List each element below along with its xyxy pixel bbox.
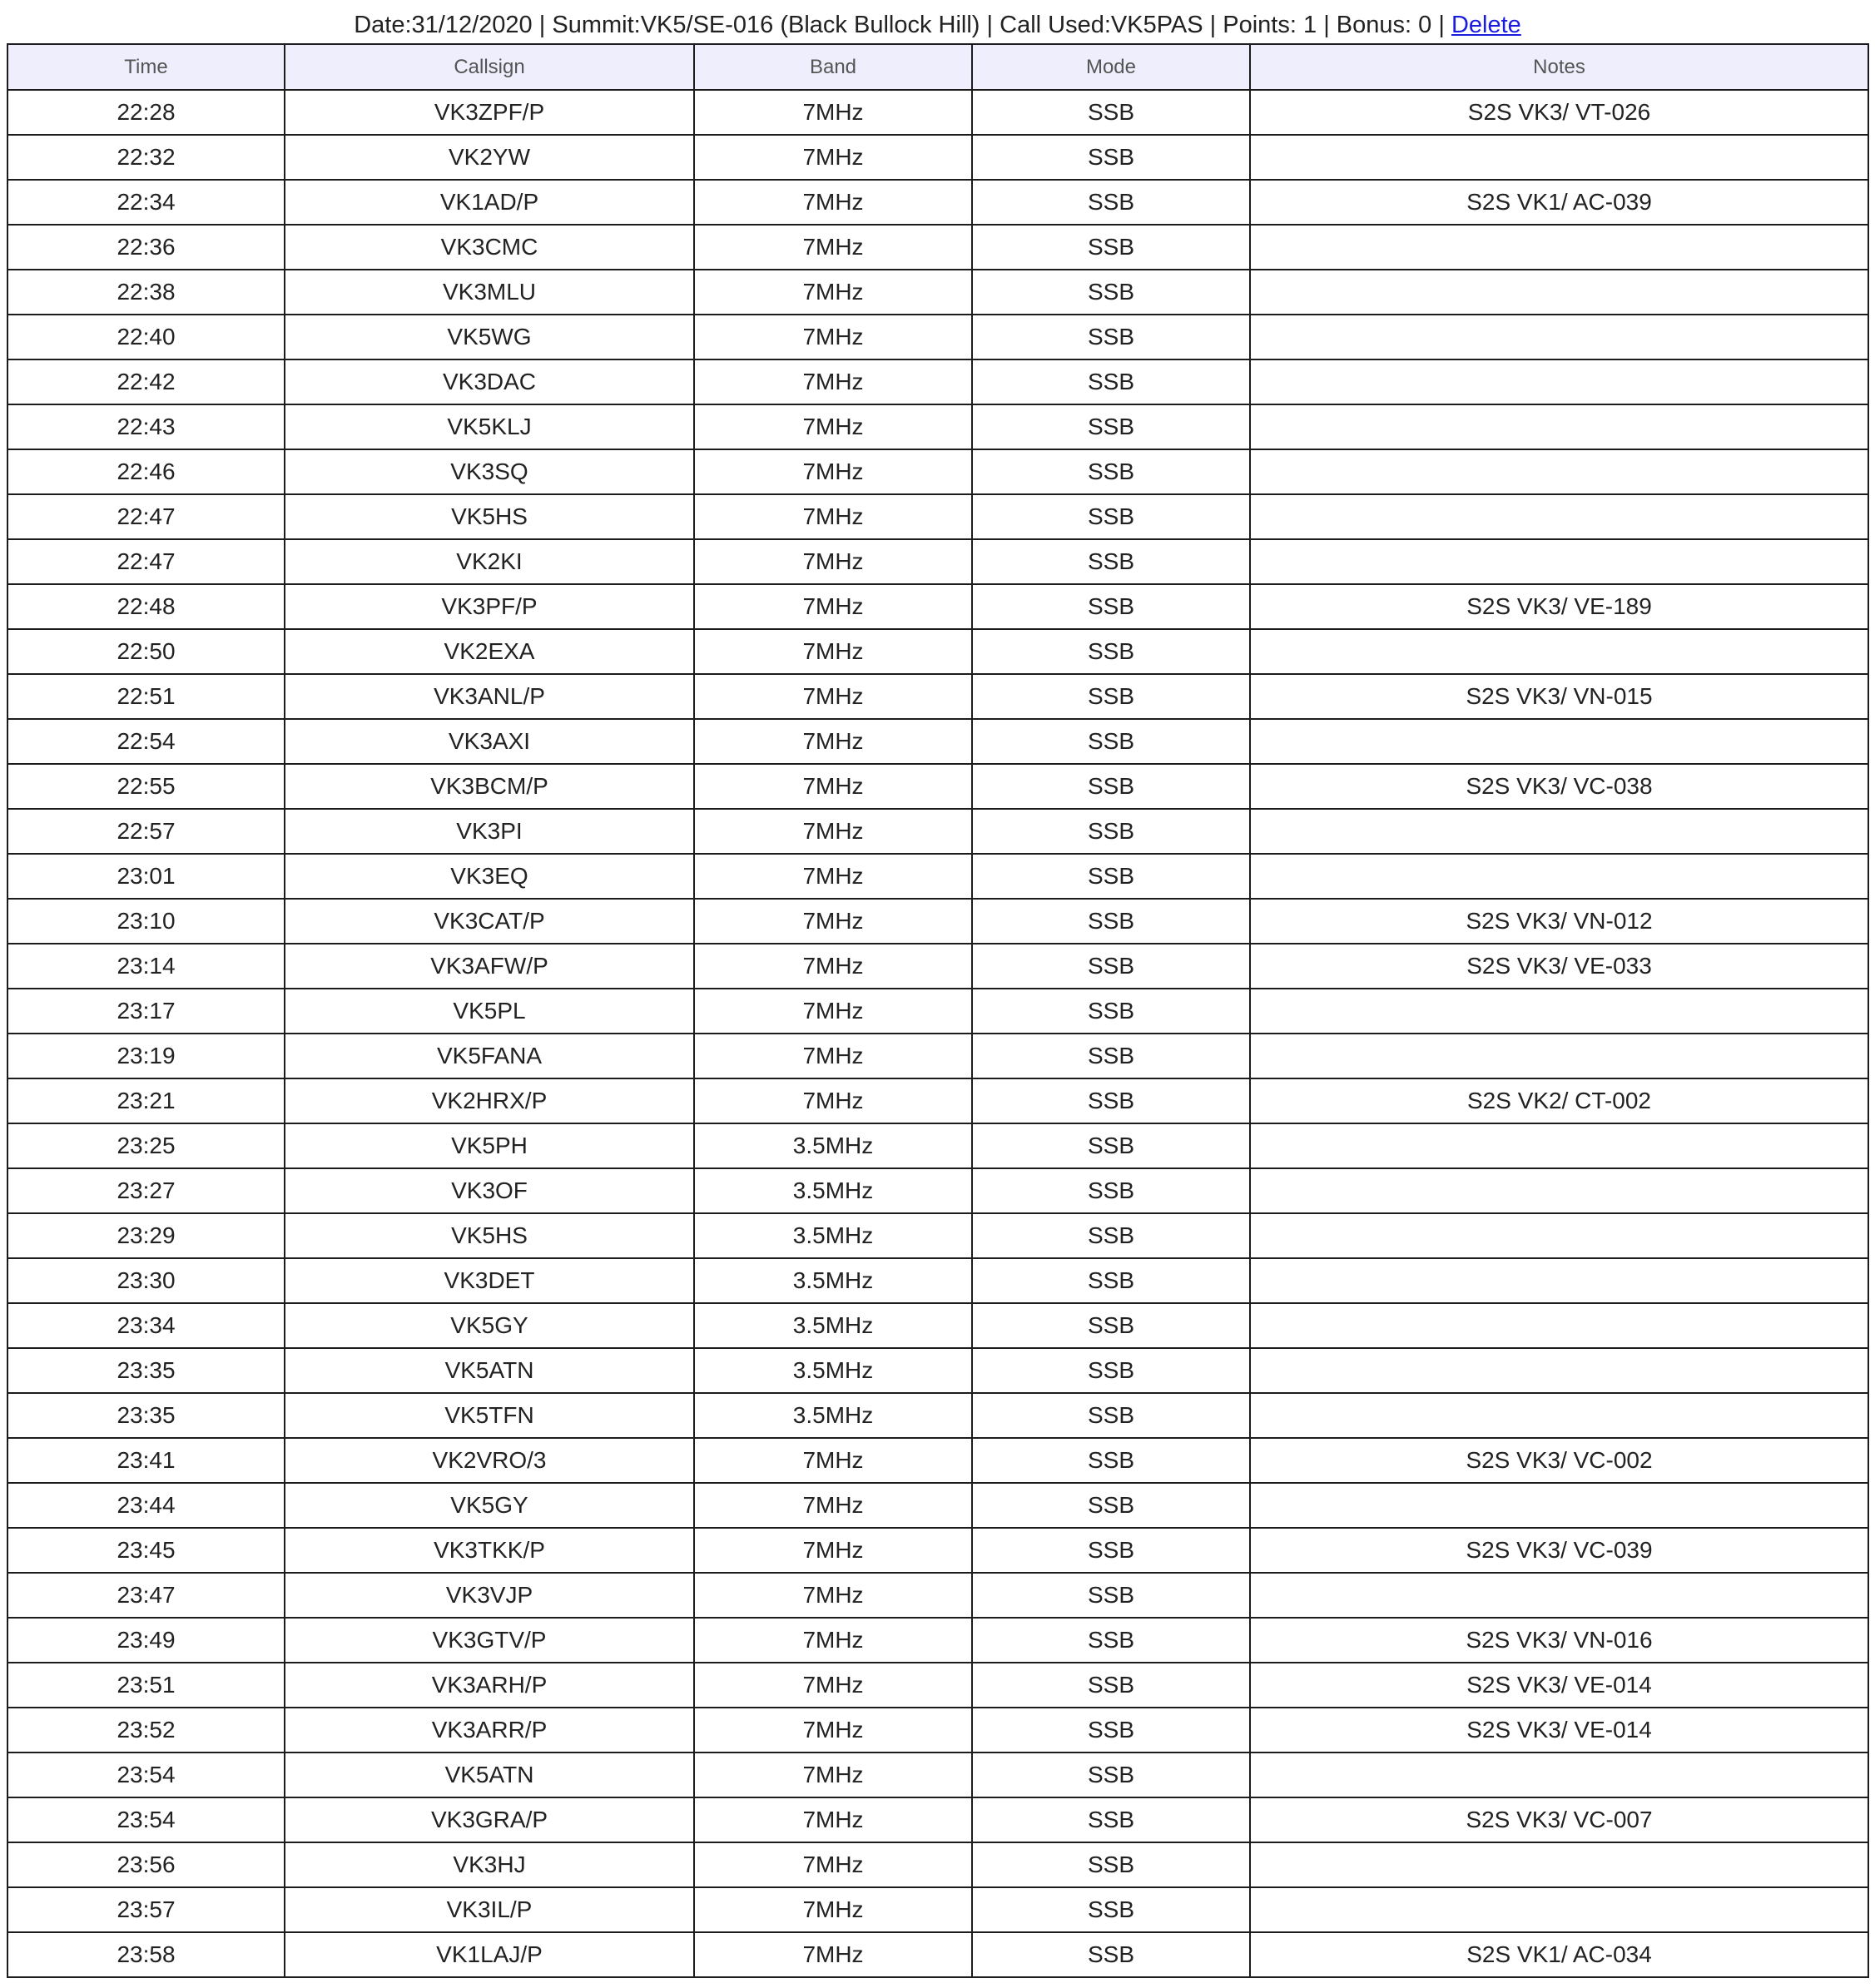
table-row — [7, 1753, 1868, 1797]
band-cell: 7MHz — [694, 1618, 972, 1663]
mode-cell: SSB — [972, 1753, 1250, 1797]
mode-cell: SSB — [972, 1393, 1250, 1438]
band-cell: 7MHz — [694, 1078, 972, 1123]
table-row — [7, 809, 1868, 854]
column-header-notes: Notes — [1250, 44, 1868, 90]
table-header — [7, 44, 1868, 90]
mode-cell: SSB — [972, 1213, 1250, 1258]
callsign-cell: VK5ATN — [285, 1753, 694, 1797]
separator: | — [1203, 12, 1223, 38]
band-cell: 7MHz — [694, 809, 972, 854]
callsign-cell: VK3BCM/P — [285, 764, 694, 809]
time-cell: 22:47 — [7, 494, 285, 539]
mode-cell: SSB — [972, 359, 1250, 404]
callsign-cell: VK3DET — [285, 1258, 694, 1303]
notes-cell — [1250, 854, 1868, 899]
mode-cell: SSB — [972, 449, 1250, 494]
mode-cell: SSB — [972, 539, 1250, 584]
time-cell: 23:17 — [7, 989, 285, 1034]
time-cell: 22:32 — [7, 135, 285, 180]
time-cell: 23:27 — [7, 1168, 285, 1213]
table-row — [7, 135, 1868, 180]
callsign-cell: VK5GY — [285, 1303, 694, 1348]
mode-cell: SSB — [972, 90, 1250, 135]
time-cell: 23:21 — [7, 1078, 285, 1123]
band-cell: 7MHz — [694, 1887, 972, 1932]
band-cell: 7MHz — [694, 1753, 972, 1797]
notes-cell: S2S VK3/ VT-026 — [1250, 90, 1868, 135]
mode-cell: SSB — [972, 1123, 1250, 1168]
mode-cell: SSB — [972, 1708, 1250, 1753]
notes-cell — [1250, 539, 1868, 584]
table-row — [7, 270, 1868, 315]
points-label: Points: — [1223, 12, 1297, 38]
band-cell: 7MHz — [694, 225, 972, 270]
callsign-cell: VK3ARR/P — [285, 1708, 694, 1753]
time-cell: 23:25 — [7, 1123, 285, 1168]
mode-cell: SSB — [972, 315, 1250, 359]
callsign-cell: VK3MLU — [285, 270, 694, 315]
callsign-cell: VK5TFN — [285, 1393, 694, 1438]
mode-cell: SSB — [972, 1303, 1250, 1348]
band-cell: 7MHz — [694, 90, 972, 135]
notes-cell: S2S VK3/ VN-012 — [1250, 899, 1868, 944]
band-cell: 3.5MHz — [694, 1258, 972, 1303]
callsign-cell: VK3TKK/P — [285, 1528, 694, 1573]
time-cell: 23:57 — [7, 1887, 285, 1932]
band-cell: 3.5MHz — [694, 1348, 972, 1393]
table-row — [7, 90, 1868, 135]
time-cell: 23:29 — [7, 1213, 285, 1258]
time-cell: 22:28 — [7, 90, 285, 135]
callsign-cell: VK5PH — [285, 1123, 694, 1168]
notes-cell: S2S VK3/ VE-014 — [1250, 1663, 1868, 1708]
mode-cell: SSB — [972, 764, 1250, 809]
mode-cell: SSB — [972, 1797, 1250, 1842]
band-cell: 7MHz — [694, 270, 972, 315]
callsign-cell: VK3OF — [285, 1168, 694, 1213]
callsign-cell: VK3EQ — [285, 854, 694, 899]
band-cell: 7MHz — [694, 1932, 972, 1977]
band-cell: 3.5MHz — [694, 1303, 972, 1348]
mode-cell: SSB — [972, 1663, 1250, 1708]
table-row — [7, 359, 1868, 404]
mode-cell: SSB — [972, 135, 1250, 180]
band-cell: 7MHz — [694, 989, 972, 1034]
mode-cell: SSB — [972, 584, 1250, 629]
notes-cell — [1250, 1483, 1868, 1528]
callsign-cell: VK5FANA — [285, 1034, 694, 1078]
time-cell: 22:51 — [7, 674, 285, 719]
table-row — [7, 1483, 1868, 1528]
mode-cell: SSB — [972, 1078, 1250, 1123]
date-label: Date: — [354, 12, 412, 38]
callsign-cell: VK5KLJ — [285, 404, 694, 449]
band-cell: 7MHz — [694, 449, 972, 494]
time-cell: 23:51 — [7, 1663, 285, 1708]
callsign-cell: VK3VJP — [285, 1573, 694, 1618]
qso-log-table-container — [7, 43, 1868, 1978]
time-cell: 22:48 — [7, 584, 285, 629]
notes-cell: S2S VK3/ VN-016 — [1250, 1618, 1868, 1663]
summit-value: VK5/SE-016 (Black Bullock Hill) — [640, 12, 980, 38]
mode-cell: SSB — [972, 899, 1250, 944]
time-cell: 23:49 — [7, 1618, 285, 1663]
table-row — [7, 764, 1868, 809]
band-cell: 7MHz — [694, 494, 972, 539]
callsign-cell: VK3DAC — [285, 359, 694, 404]
header-row — [7, 44, 1868, 90]
mode-cell: SSB — [972, 989, 1250, 1034]
callsign-cell: VK5HS — [285, 1213, 694, 1258]
callsign-cell: VK5PL — [285, 989, 694, 1034]
table-row — [7, 899, 1868, 944]
table-row — [7, 404, 1868, 449]
notes-cell — [1250, 315, 1868, 359]
time-cell: 23:19 — [7, 1034, 285, 1078]
notes-cell: S2S VK3/ VC-002 — [1250, 1438, 1868, 1483]
band-cell: 7MHz — [694, 1842, 972, 1887]
time-cell: 22:46 — [7, 449, 285, 494]
band-cell: 7MHz — [694, 719, 972, 764]
notes-cell: S2S VK3/ VC-039 — [1250, 1528, 1868, 1573]
band-cell: 7MHz — [694, 135, 972, 180]
separator: | — [1431, 12, 1451, 38]
notes-cell — [1250, 1303, 1868, 1348]
time-cell: 22:54 — [7, 719, 285, 764]
time-cell: 22:47 — [7, 539, 285, 584]
mode-cell: SSB — [972, 719, 1250, 764]
time-cell: 22:42 — [7, 359, 285, 404]
activation-summary — [0, 0, 1875, 43]
band-cell: 7MHz — [694, 629, 972, 674]
time-cell: 23:35 — [7, 1348, 285, 1393]
table-row — [7, 1213, 1868, 1258]
notes-cell — [1250, 1168, 1868, 1213]
time-cell: 22:38 — [7, 270, 285, 315]
table-row — [7, 1528, 1868, 1573]
time-cell: 23:58 — [7, 1932, 285, 1977]
time-cell: 22:43 — [7, 404, 285, 449]
mode-cell: SSB — [972, 1034, 1250, 1078]
time-cell: 23:54 — [7, 1797, 285, 1842]
time-cell: 22:50 — [7, 629, 285, 674]
band-cell: 7MHz — [694, 1483, 972, 1528]
time-cell: 22:36 — [7, 225, 285, 270]
callsign-cell: VK3AXI — [285, 719, 694, 764]
delete-link[interactable]: Delete — [1451, 12, 1521, 38]
table-row — [7, 1034, 1868, 1078]
notes-cell — [1250, 629, 1868, 674]
band-cell: 7MHz — [694, 1573, 972, 1618]
callsign-cell: VK3IL/P — [285, 1887, 694, 1932]
call-used-value: VK5PAS — [1110, 12, 1203, 38]
table-row — [7, 315, 1868, 359]
table-row — [7, 1123, 1868, 1168]
table-row — [7, 225, 1868, 270]
band-cell: 7MHz — [694, 1034, 972, 1078]
table-row — [7, 449, 1868, 494]
separator: | — [532, 12, 553, 38]
table-row — [7, 1663, 1868, 1708]
callsign-cell: VK2HRX/P — [285, 1078, 694, 1123]
mode-cell: SSB — [972, 1887, 1250, 1932]
band-cell: 7MHz — [694, 1438, 972, 1483]
band-cell: 3.5MHz — [694, 1168, 972, 1213]
table-row — [7, 1438, 1868, 1483]
notes-cell — [1250, 1887, 1868, 1932]
band-cell: 3.5MHz — [694, 1213, 972, 1258]
table-row — [7, 1258, 1868, 1303]
mode-cell: SSB — [972, 404, 1250, 449]
band-cell: 7MHz — [694, 854, 972, 899]
callsign-cell: VK5GY — [285, 1483, 694, 1528]
table-row — [7, 1842, 1868, 1887]
time-cell: 23:54 — [7, 1753, 285, 1797]
notes-cell: S2S VK3/ VC-007 — [1250, 1797, 1868, 1842]
callsign-cell: VK3ZPF/P — [285, 90, 694, 135]
table-row — [7, 674, 1868, 719]
notes-cell — [1250, 404, 1868, 449]
band-cell: 7MHz — [694, 584, 972, 629]
band-cell: 7MHz — [694, 539, 972, 584]
call-used-label: Call Used: — [1000, 12, 1111, 38]
callsign-cell: VK3ANL/P — [285, 674, 694, 719]
notes-cell: S2S VK3/ VE-189 — [1250, 584, 1868, 629]
notes-cell: S2S VK1/ AC-034 — [1250, 1932, 1868, 1977]
notes-cell — [1250, 1123, 1868, 1168]
notes-cell — [1250, 1213, 1868, 1258]
mode-cell: SSB — [972, 674, 1250, 719]
callsign-cell: VK3GRA/P — [285, 1797, 694, 1842]
time-cell: 23:14 — [7, 944, 285, 989]
notes-cell — [1250, 135, 1868, 180]
mode-cell: SSB — [972, 1258, 1250, 1303]
band-cell: 7MHz — [694, 674, 972, 719]
column-header-callsign: Callsign — [285, 44, 694, 90]
bonus-value: 0 — [1418, 12, 1432, 38]
time-cell: 23:47 — [7, 1573, 285, 1618]
time-cell: 23:01 — [7, 854, 285, 899]
notes-cell — [1250, 1348, 1868, 1393]
notes-cell — [1250, 989, 1868, 1034]
band-cell: 7MHz — [694, 1528, 972, 1573]
callsign-cell: VK2EXA — [285, 629, 694, 674]
qso-log-table — [7, 43, 1869, 1978]
points-value: 1 — [1303, 12, 1317, 38]
callsign-cell: VK5HS — [285, 494, 694, 539]
mode-cell: SSB — [972, 1842, 1250, 1887]
table-row — [7, 1797, 1868, 1842]
notes-cell — [1250, 1842, 1868, 1887]
callsign-cell: VK3CAT/P — [285, 899, 694, 944]
table-row — [7, 719, 1868, 764]
date-value: 31/12/2020 — [411, 12, 533, 38]
band-cell: 7MHz — [694, 404, 972, 449]
summit-label: Summit: — [552, 12, 641, 38]
mode-cell: SSB — [972, 1573, 1250, 1618]
notes-cell: S2S VK3/ VE-014 — [1250, 1708, 1868, 1753]
band-cell: 7MHz — [694, 359, 972, 404]
time-cell: 22:34 — [7, 180, 285, 225]
mode-cell: SSB — [972, 1618, 1250, 1663]
table-row — [7, 1573, 1868, 1618]
table-row — [7, 1303, 1868, 1348]
callsign-cell: VK2VRO/3 — [285, 1438, 694, 1483]
band-cell: 7MHz — [694, 944, 972, 989]
time-cell: 23:56 — [7, 1842, 285, 1887]
column-header-mode: Mode — [972, 44, 1250, 90]
time-cell: 22:55 — [7, 764, 285, 809]
table-row — [7, 539, 1868, 584]
band-cell: 7MHz — [694, 1663, 972, 1708]
table-body — [7, 90, 1868, 1977]
mode-cell: SSB — [972, 1483, 1250, 1528]
notes-cell — [1250, 719, 1868, 764]
time-cell: 23:45 — [7, 1528, 285, 1573]
column-header-time: Time — [7, 44, 285, 90]
table-row — [7, 1168, 1868, 1213]
notes-cell — [1250, 494, 1868, 539]
table-row — [7, 854, 1868, 899]
band-cell: 7MHz — [694, 180, 972, 225]
callsign-cell: VK1LAJ/P — [285, 1932, 694, 1977]
time-cell: 23:10 — [7, 899, 285, 944]
table-row — [7, 1618, 1868, 1663]
time-cell: 23:52 — [7, 1708, 285, 1753]
notes-cell: S2S VK3/ VN-015 — [1250, 674, 1868, 719]
table-row — [7, 944, 1868, 989]
mode-cell: SSB — [972, 180, 1250, 225]
band-cell: 3.5MHz — [694, 1123, 972, 1168]
callsign-cell: VK3HJ — [285, 1842, 694, 1887]
mode-cell: SSB — [972, 854, 1250, 899]
time-cell: 23:41 — [7, 1438, 285, 1483]
band-cell: 7MHz — [694, 899, 972, 944]
notes-cell — [1250, 1573, 1868, 1618]
mode-cell: SSB — [972, 1528, 1250, 1573]
notes-cell: S2S VK2/ CT-002 — [1250, 1078, 1868, 1123]
callsign-cell: VK2YW — [285, 135, 694, 180]
table-row — [7, 1932, 1868, 1977]
mode-cell: SSB — [972, 225, 1250, 270]
table-row — [7, 584, 1868, 629]
table-row — [7, 494, 1868, 539]
notes-cell — [1250, 1258, 1868, 1303]
time-cell: 23:35 — [7, 1393, 285, 1438]
time-cell: 22:57 — [7, 809, 285, 854]
notes-cell — [1250, 1393, 1868, 1438]
notes-cell: S2S VK3/ VC-038 — [1250, 764, 1868, 809]
mode-cell: SSB — [972, 1932, 1250, 1977]
callsign-cell: VK3PF/P — [285, 584, 694, 629]
notes-cell — [1250, 1753, 1868, 1797]
callsign-cell: VK3PI — [285, 809, 694, 854]
table-row — [7, 180, 1868, 225]
mode-cell: SSB — [972, 494, 1250, 539]
table-row — [7, 1348, 1868, 1393]
notes-cell — [1250, 809, 1868, 854]
band-cell: 7MHz — [694, 1708, 972, 1753]
table-row — [7, 1708, 1868, 1753]
callsign-cell: VK2KI — [285, 539, 694, 584]
table-row — [7, 629, 1868, 674]
band-cell: 7MHz — [694, 315, 972, 359]
separator: | — [980, 12, 1000, 38]
band-cell: 7MHz — [694, 1797, 972, 1842]
callsign-cell: VK3CMC — [285, 225, 694, 270]
bonus-label: Bonus: — [1336, 12, 1412, 38]
time-cell: 22:40 — [7, 315, 285, 359]
notes-cell: S2S VK3/ VE-033 — [1250, 944, 1868, 989]
callsign-cell: VK1AD/P — [285, 180, 694, 225]
column-header-band: Band — [694, 44, 972, 90]
mode-cell: SSB — [972, 629, 1250, 674]
callsign-cell: VK3SQ — [285, 449, 694, 494]
time-cell: 23:44 — [7, 1483, 285, 1528]
band-cell: 3.5MHz — [694, 1393, 972, 1438]
table-row — [7, 989, 1868, 1034]
separator: | — [1317, 12, 1337, 38]
callsign-cell: VK3GTV/P — [285, 1618, 694, 1663]
callsign-cell: VK3ARH/P — [285, 1663, 694, 1708]
callsign-cell: VK5WG — [285, 315, 694, 359]
mode-cell: SSB — [972, 1438, 1250, 1483]
callsign-cell: VK3AFW/P — [285, 944, 694, 989]
callsign-cell: VK5ATN — [285, 1348, 694, 1393]
mode-cell: SSB — [972, 1348, 1250, 1393]
time-cell: 23:30 — [7, 1258, 285, 1303]
mode-cell: SSB — [972, 944, 1250, 989]
band-cell: 7MHz — [694, 764, 972, 809]
notes-cell — [1250, 449, 1868, 494]
notes-cell: S2S VK1/ AC-039 — [1250, 180, 1868, 225]
table-row — [7, 1078, 1868, 1123]
table-row — [7, 1393, 1868, 1438]
notes-cell — [1250, 270, 1868, 315]
notes-cell — [1250, 225, 1868, 270]
mode-cell: SSB — [972, 1168, 1250, 1213]
notes-cell — [1250, 1034, 1868, 1078]
notes-cell — [1250, 359, 1868, 404]
table-row — [7, 1887, 1868, 1932]
mode-cell: SSB — [972, 809, 1250, 854]
mode-cell: SSB — [972, 270, 1250, 315]
time-cell: 23:34 — [7, 1303, 285, 1348]
